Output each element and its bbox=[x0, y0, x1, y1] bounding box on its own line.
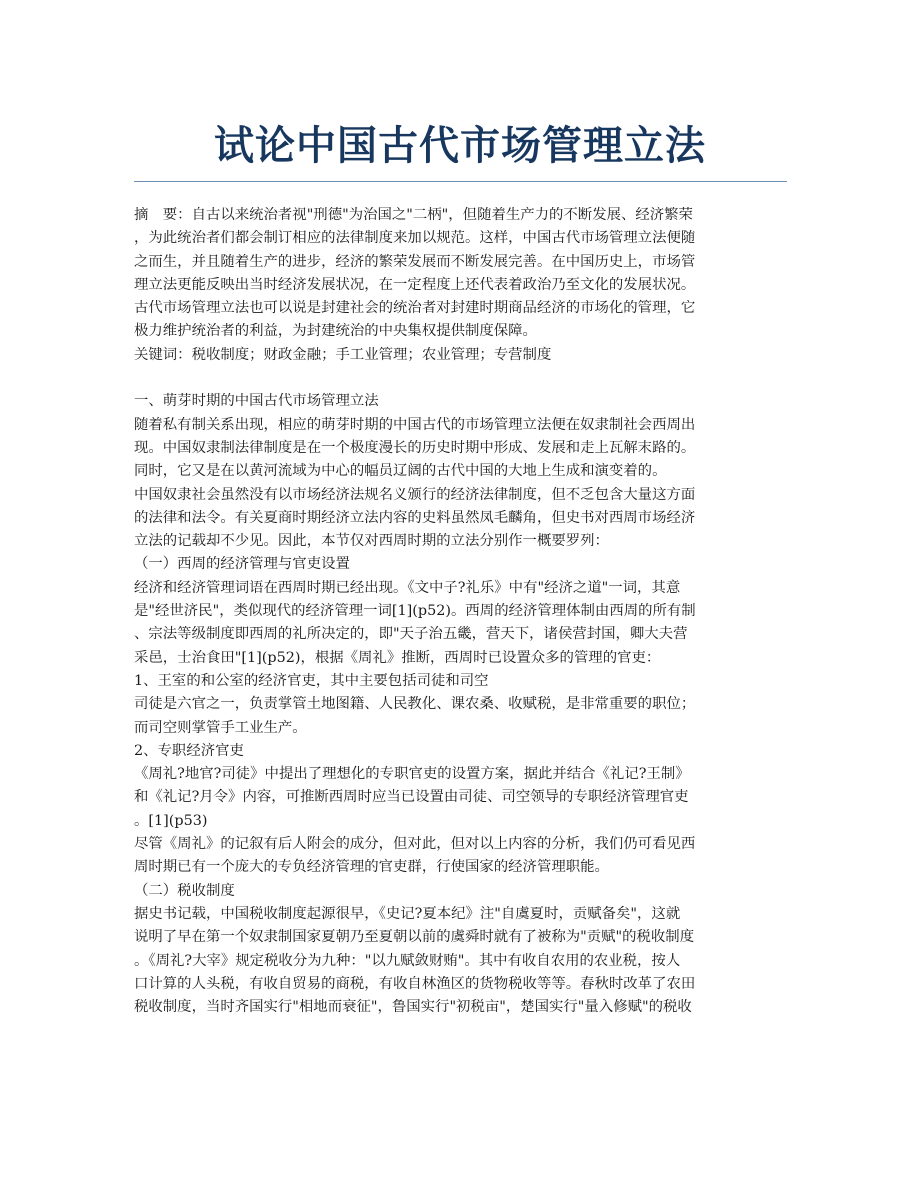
text-line: ，为此统治者们都会制订相应的法律制度来加以规范。这样，中国古代市场管理立法便随 bbox=[134, 230, 696, 247]
title-divider bbox=[134, 181, 787, 182]
text-line: 随着私有制关系出现，相应的萌芽时期的中国古代的市场管理立法便在奴隶制社会西周出 bbox=[134, 416, 696, 433]
text-line: 、宗法等级制度即西周的礼所决定的，即"天子治五畿，营天下，诸侯营封国，卿大夫营 bbox=[134, 626, 688, 643]
text-line: 司徒是六官之一，负责掌管土地图籍、人民教化、课农桑、收赋税，是非常重要的职位； bbox=[134, 696, 696, 713]
text-line: 立法的记载却不少见。因此，本节仅对西周时期的立法分别作一概要罗列： bbox=[134, 533, 609, 550]
text-line: 经济和经济管理词语在西周时期已经出现。《文中子?礼乐》中有"经济之道"一词，其意 bbox=[134, 579, 681, 596]
text-line: 古代市场管理立法也可以说是封建社会的统治者对封建时期商品经济的市场化的管理，它 bbox=[134, 300, 696, 317]
text-line: 之而生，并且随着生产的进步，经济的繁荣发展而不断发展完善。在中国历史上，市场管 bbox=[134, 253, 696, 270]
text-line: 周时期已有一个庞大的专负经济管理的官吏群，行使国家的经济管理职能。 bbox=[134, 859, 609, 876]
text-line: 同时，它又是在以黄河流域为中心的幅员辽阔的古代中国的大地上生成和演变着的。 bbox=[134, 463, 667, 480]
text-line: 采邑，士治食田"[1](p52)，根据《周礼》推断，西周时已设置众多的管理的官吏： bbox=[134, 649, 661, 666]
text-line: 摘 要：自古以来统治者视"刑德"为治国之"二柄"，但随着生产力的不断发展、经济繁荣 bbox=[134, 207, 693, 223]
text-line: 关键词：税收制度；财政金融；手工业管理；农业管理；专营制度 bbox=[134, 346, 552, 363]
text-line: （一）西周的经济管理与官吏设置 bbox=[134, 556, 350, 573]
document-body bbox=[134, 204, 787, 1019]
text-line: 中国奴隶社会虽然没有以市场经济法规名义颁行的经济法律制度，但不乏包含大量这方面 bbox=[134, 486, 696, 503]
text-line: 而司空则掌管手工业生产。 bbox=[134, 719, 307, 736]
text-line: 的法律和法令。有关夏商时期经济立法内容的史料虽然凤毛麟角，但史书对西周市场经济 bbox=[134, 509, 696, 526]
text-line: 极力维护统治者的利益，为封建统治的中央集权提供制度保障。 bbox=[134, 323, 537, 340]
text-line: 现。中国奴隶制法律制度是在一个极度漫长的历史时期中形成、发展和走上瓦解末路的。 bbox=[134, 439, 696, 456]
text-line: 说明了早在第一个奴隶制国家夏朝乃至夏朝以前的虞舜时就有了被称为"贡赋"的税收制度 bbox=[134, 929, 695, 946]
text-line: 和《礼记?月令》内容，可推断西周时应当已设置由司徒、司空领导的专职经济管理官吏 bbox=[134, 789, 689, 806]
page-title: 试论中国古代市场管理立法 bbox=[214, 123, 706, 169]
text-line: 一、萌芽时期的中国古代市场管理立法 bbox=[134, 393, 379, 410]
text-line: （二）税收制度 bbox=[134, 882, 235, 899]
text-line: 理立法更能反映出当时经济发展状况，在一定程度上还代表着政治乃至文化的发展状况。 bbox=[134, 276, 696, 293]
text-line: 《周礼?地官?司徒》中提出了理想化的专职官吏的设置方案，据此并结合《礼记?王制》 bbox=[134, 766, 690, 783]
text-line: 据史书记载，中国税收制度起源很早，《史记?夏本纪》注"自虞夏时，贡赋备矣"，这就 bbox=[134, 905, 681, 922]
text-line: 尽管《周礼》的记叙有后人附会的成分，但对此，但对以上内容的分析，我们仍可看见西 bbox=[134, 836, 696, 853]
text-line: 1、王室的和公室的经济官吏，其中主要包括司徒和司空 bbox=[134, 672, 489, 689]
text-line: 。《周礼?大宰》规定税收分为九种："以九赋敛财贿"。其中有收自农用的农业税，按人 bbox=[134, 952, 681, 969]
text-line: 是"经世济民"，类似现代的经济管理一词[1](p52)。西周的经济管理体制由西周的所有制 bbox=[134, 603, 696, 620]
text-line: 2、专职经济官吏 bbox=[134, 742, 244, 759]
text-line: 税收制度，当时齐国实行"相地而衰征"，鲁国实行"初税亩"，楚国实行"量入修赋"的税收 bbox=[134, 999, 692, 1016]
text-line: 。[1](p53) bbox=[134, 812, 208, 829]
text-line: 口计算的人头税，有收自贸易的商税，有收自林渔区的货物税收等等。春秋时改革了农田 bbox=[134, 975, 696, 992]
blank-line bbox=[134, 367, 787, 390]
